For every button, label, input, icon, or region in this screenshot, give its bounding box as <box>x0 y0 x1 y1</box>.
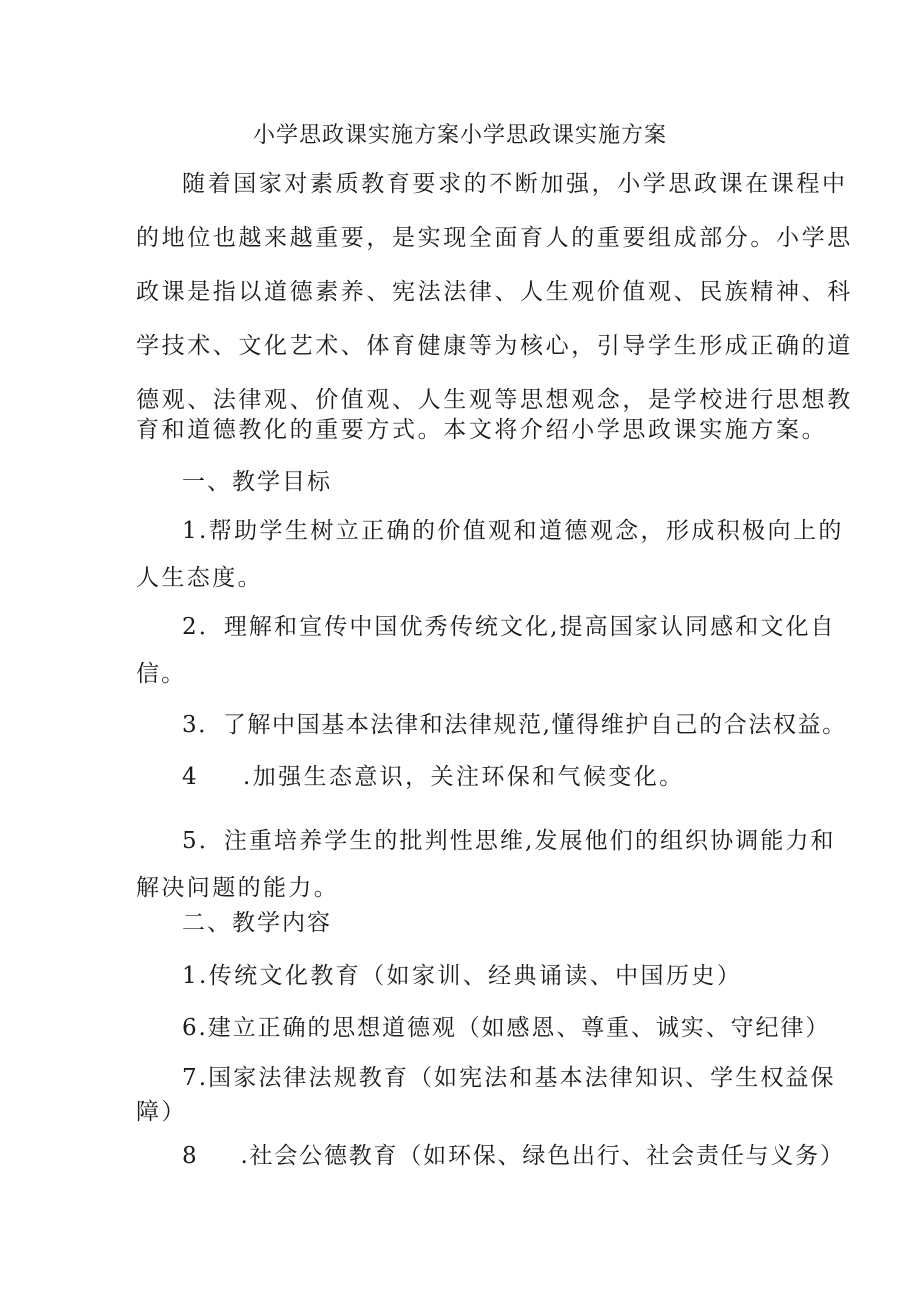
list-item-line: 解决问题的能力。 <box>136 875 340 901</box>
list-item-number: 8 <box>182 1143 199 1169</box>
document-title: 小学思政课实施方案小学思政课实施方案 <box>252 123 667 148</box>
intro-line: 德观、法律观、价值观、人生观等思想观念，是学校进行思想教 <box>136 387 853 413</box>
intro-line: 政课是指以道德素养、宪法法律、人生观价值观、民族精神、科 <box>136 279 853 305</box>
list-item-line: 障） <box>136 1099 187 1125</box>
list-item <box>182 1137 845 1170</box>
section-heading: 二、教学内容 <box>182 910 332 936</box>
list-item-text: .社会公德教育（如环保、绿色出行、社会责任与义务） <box>240 1143 845 1169</box>
list-item-text: .加强生态意识，关注环保和气候变化。 <box>243 764 685 790</box>
intro-line: 学技术、文化艺术、体育健康等为核心，引导学生形成正确的道 <box>136 333 853 359</box>
list-item-line: 1.传统文化教育（如家训、经典诵读、中国历史） <box>182 963 743 989</box>
list-item-line: 3．了解中国基本法律和法律规范,懂得维护自己的合法权益。 <box>182 712 847 738</box>
intro-line: 育和道德教化的重要方式。本文将介绍小学思政课实施方案。 <box>136 417 828 443</box>
list-item-line: 人生态度。 <box>136 565 263 591</box>
section-heading: 一、教学目标 <box>182 469 332 495</box>
list-item-line: 5．注重培养学生的批判性思维,发展他们的组织协调能力和 <box>182 828 836 854</box>
intro-line: 的地位也越来越重要，是实现全面育人的重要组成部分。小学思 <box>136 225 853 251</box>
intro-line: 随着国家对素质教育要求的不断加强，小学思政课在课程中 <box>182 171 848 197</box>
list-item-line: 信。 <box>136 661 187 687</box>
list-item-line: 2．理解和宣传中国优秀传统文化,提高国家认同感和文化自 <box>182 614 836 640</box>
list-item-line: 1.帮助学生树立正确的价值观和道德观念，形成积极向上的 <box>182 518 844 544</box>
list-item-line: 7.国家法律法规教育（如宪法和基本法律知识、学生权益保 <box>182 1065 836 1091</box>
list-item-number: 4 <box>182 764 200 790</box>
list-item <box>182 758 685 791</box>
list-item-line: 6.建立正确的思想道德观（如感恩、尊重、诚实、守纪律） <box>182 1015 831 1041</box>
